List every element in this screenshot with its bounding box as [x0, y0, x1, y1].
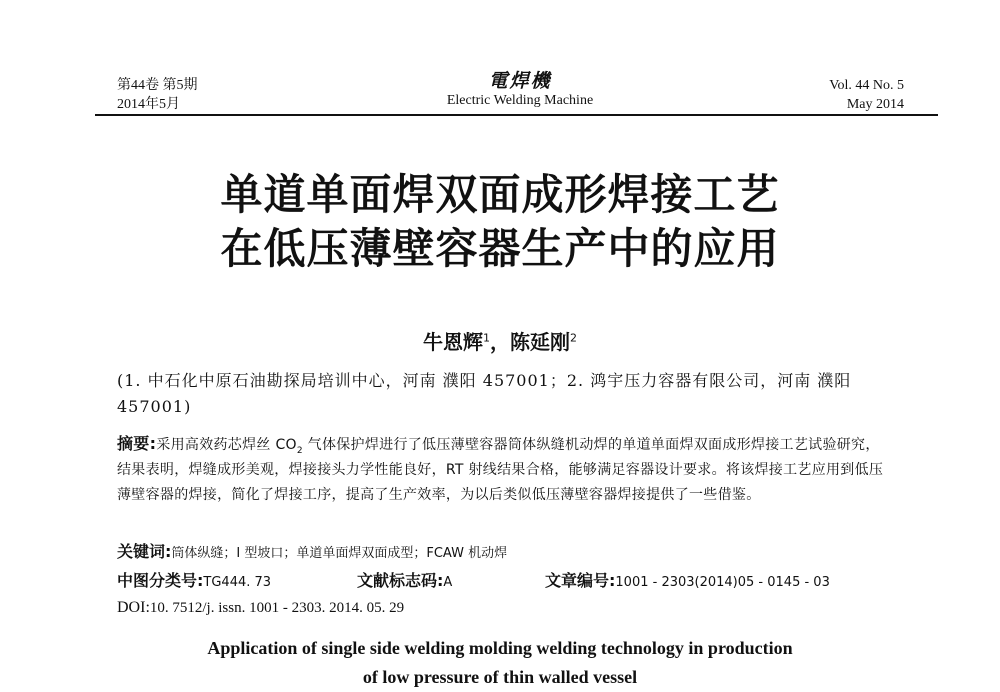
keywords	[117, 541, 907, 565]
article-number-label: 文章编号:	[545, 571, 616, 590]
title-line-2: 在低压薄壁容器生产中的应用	[220, 224, 780, 273]
english-title	[100, 634, 900, 692]
clc-value: TG444. 73	[203, 575, 272, 590]
header-right	[829, 76, 904, 114]
date-cn: 2014年5月	[117, 97, 180, 112]
keywords-label: 关键词:	[117, 542, 172, 561]
volume-issue-en: Vol. 44 No. 5	[829, 78, 904, 93]
author-2: 陈延刚	[510, 330, 570, 354]
doi-value: 10. 7512/j. issn. 1001 - 2303. 2014. 05. 29	[149, 600, 405, 616]
author-2-affil-mark: 2	[570, 331, 577, 345]
affiliations: (1. 中石化中原石油勘探局培训中心，河南 濮阳 457001；2. 鸿宇压力容器有限公司，河南 濮阳 457001)	[117, 371, 852, 416]
header-center	[400, 70, 640, 110]
classification-line	[117, 569, 907, 593]
english-title-line-1: Application of single side welding molding welding technology in production	[207, 638, 793, 658]
date-en: May 2014	[846, 97, 904, 112]
paper-title	[150, 168, 850, 276]
journal-name-en: Electric Welding Machine	[446, 93, 594, 108]
authors	[300, 330, 700, 354]
clc-label: 中图分类号:	[117, 571, 204, 590]
abstract	[117, 431, 889, 508]
doc-code-value: A	[443, 575, 453, 590]
doc-code-label: 文献标志码:	[357, 571, 444, 590]
clc-number	[117, 569, 271, 595]
abstract-subscript: 2	[296, 445, 303, 456]
article-number	[545, 569, 830, 595]
abstract-label: 摘要:	[117, 434, 157, 453]
doi	[117, 597, 404, 619]
header-rule	[95, 114, 938, 116]
journal-logo: 電焊機	[488, 70, 552, 92]
header-left	[117, 76, 198, 114]
article-number-value: 1001 - 2303(2014)05 - 0145 - 03	[615, 575, 830, 590]
english-title-line-2: of low pressure of thin walled vessel	[362, 667, 638, 687]
keywords-text: 筒体纵缝；I 型坡口；单道单面焊双面成型；FCAW 机动焊	[171, 546, 508, 561]
abstract-text-after: 气体保护焊进行了低压薄壁容器筒体纵缝机动焊的单道单面焊双面成形焊接工艺试验研究，结果表明，焊缝成形美观，焊接接头力学性能良好，RT 射线结果合格，能够满足容器设计要求。将该焊接工艺应用到低压薄壁容器的焊接，简化了焊接工序，提高了生产效率，为以后类似低压薄壁容器焊接提供了一些借鉴。	[117, 437, 884, 503]
abstract-text-before: 采用高效药芯焊丝 CO	[156, 437, 297, 453]
author-1: 牛恩辉	[423, 330, 483, 354]
document-code	[357, 569, 452, 595]
author-1-affil-mark: 1	[483, 331, 490, 345]
author-separator: ，	[490, 330, 510, 354]
doi-label: DOI:	[117, 599, 150, 616]
title-line-1: 单道单面焊双面成形焊接工艺	[220, 170, 780, 219]
volume-issue-cn: 第44卷 第5期	[117, 78, 198, 93]
